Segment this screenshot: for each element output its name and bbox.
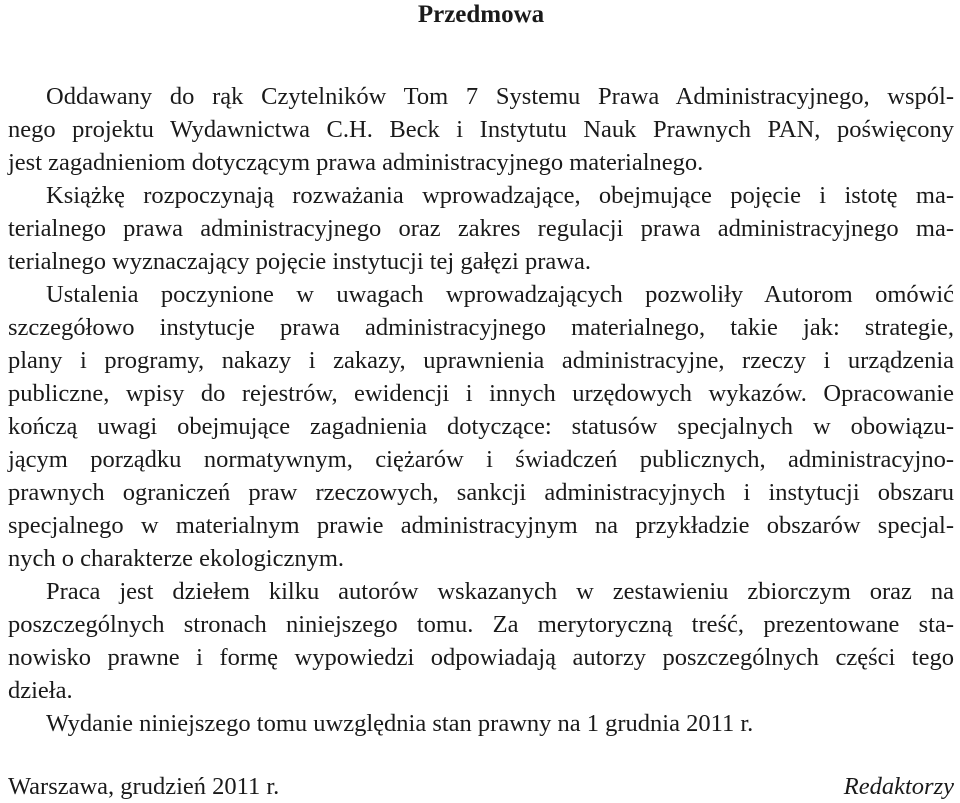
text-line: szczegółowo instytucje prawa administracyjnego materialnego, takie jak: strategie,: [8, 314, 954, 341]
text-line: nego projektu Wydawnictwa C.H. Beck i Instytutu Nauk Prawnych PAN, poświęcony: [8, 116, 954, 143]
preface-body: [8, 80, 954, 740]
text-line: terialnego wyznaczający pojęcie instytucji tej gałęzi prawa.: [8, 248, 591, 275]
page-title: Przedmowa: [417, 1, 545, 28]
text-line: terialnego prawa administracyjnego oraz zakres regulacji prawa administracyjnego ma-: [8, 215, 954, 242]
text-line: nowisko prawne i formę wypowiedzi odpowiadają autorzy poszczególnych części tego: [8, 644, 954, 671]
text-line: prawnych ograniczeń praw rzeczowych, sankcji administracyjnych i instytucji obszaru: [8, 479, 954, 506]
text-line: kończą uwagi obejmujące zagadnienia dotyczące: statusów specjalnych w obowiązu-: [8, 413, 954, 440]
text-line: jącym porządku normatywnym, ciężarów i świadczeń publicznych, administracyjno-: [8, 446, 954, 473]
text-line: dzieła.: [8, 677, 73, 704]
text-line: poszczególnych stronach niniejszego tomu. Za merytoryczną treść, prezentowane sta-: [8, 611, 954, 638]
text-line: plany i programy, nakazy i zakazy, uprawnienia administracyjne, rzeczy i urządzenia: [8, 347, 954, 374]
text-line: publiczne, wpisy do rejestrów, ewidencji i innych urzędowych wykazów. Opracowanie: [8, 380, 954, 407]
footer: [8, 770, 954, 803]
place-date: Warszawa, grudzień 2011 r.: [8, 773, 280, 800]
text-line: Praca jest dziełem kilku autorów wskazanych w zestawieniu zbiorczym oraz na: [46, 578, 954, 605]
text-line: Wydanie niniejszego tomu uwzględnia stan prawny na 1 grudnia 2011 r.: [46, 710, 754, 737]
text-line: Ustalenia poczynione w uwagach wprowadzających pozwoliły Autorom omówić: [46, 281, 954, 308]
text-line: nych o charakterze ekologicznym.: [8, 545, 345, 572]
signature: Redaktorzy: [843, 773, 954, 800]
text-line: Książkę rozpoczynają rozważania wprowadzające, obejmujące pojęcie i istotę ma-: [46, 182, 954, 209]
text-line: specjalnego w materialnym prawie administracyjnym na przykładzie obszarów specjal-: [8, 512, 954, 539]
text-line: Oddawany do rąk Czytelników Tom 7 Systemu Prawa Administracyjnego, wspól-: [46, 83, 954, 110]
text-line: jest zagadnieniom dotyczącym prawa administracyjnego materialnego.: [8, 149, 704, 176]
document-page: [8, 0, 954, 802]
